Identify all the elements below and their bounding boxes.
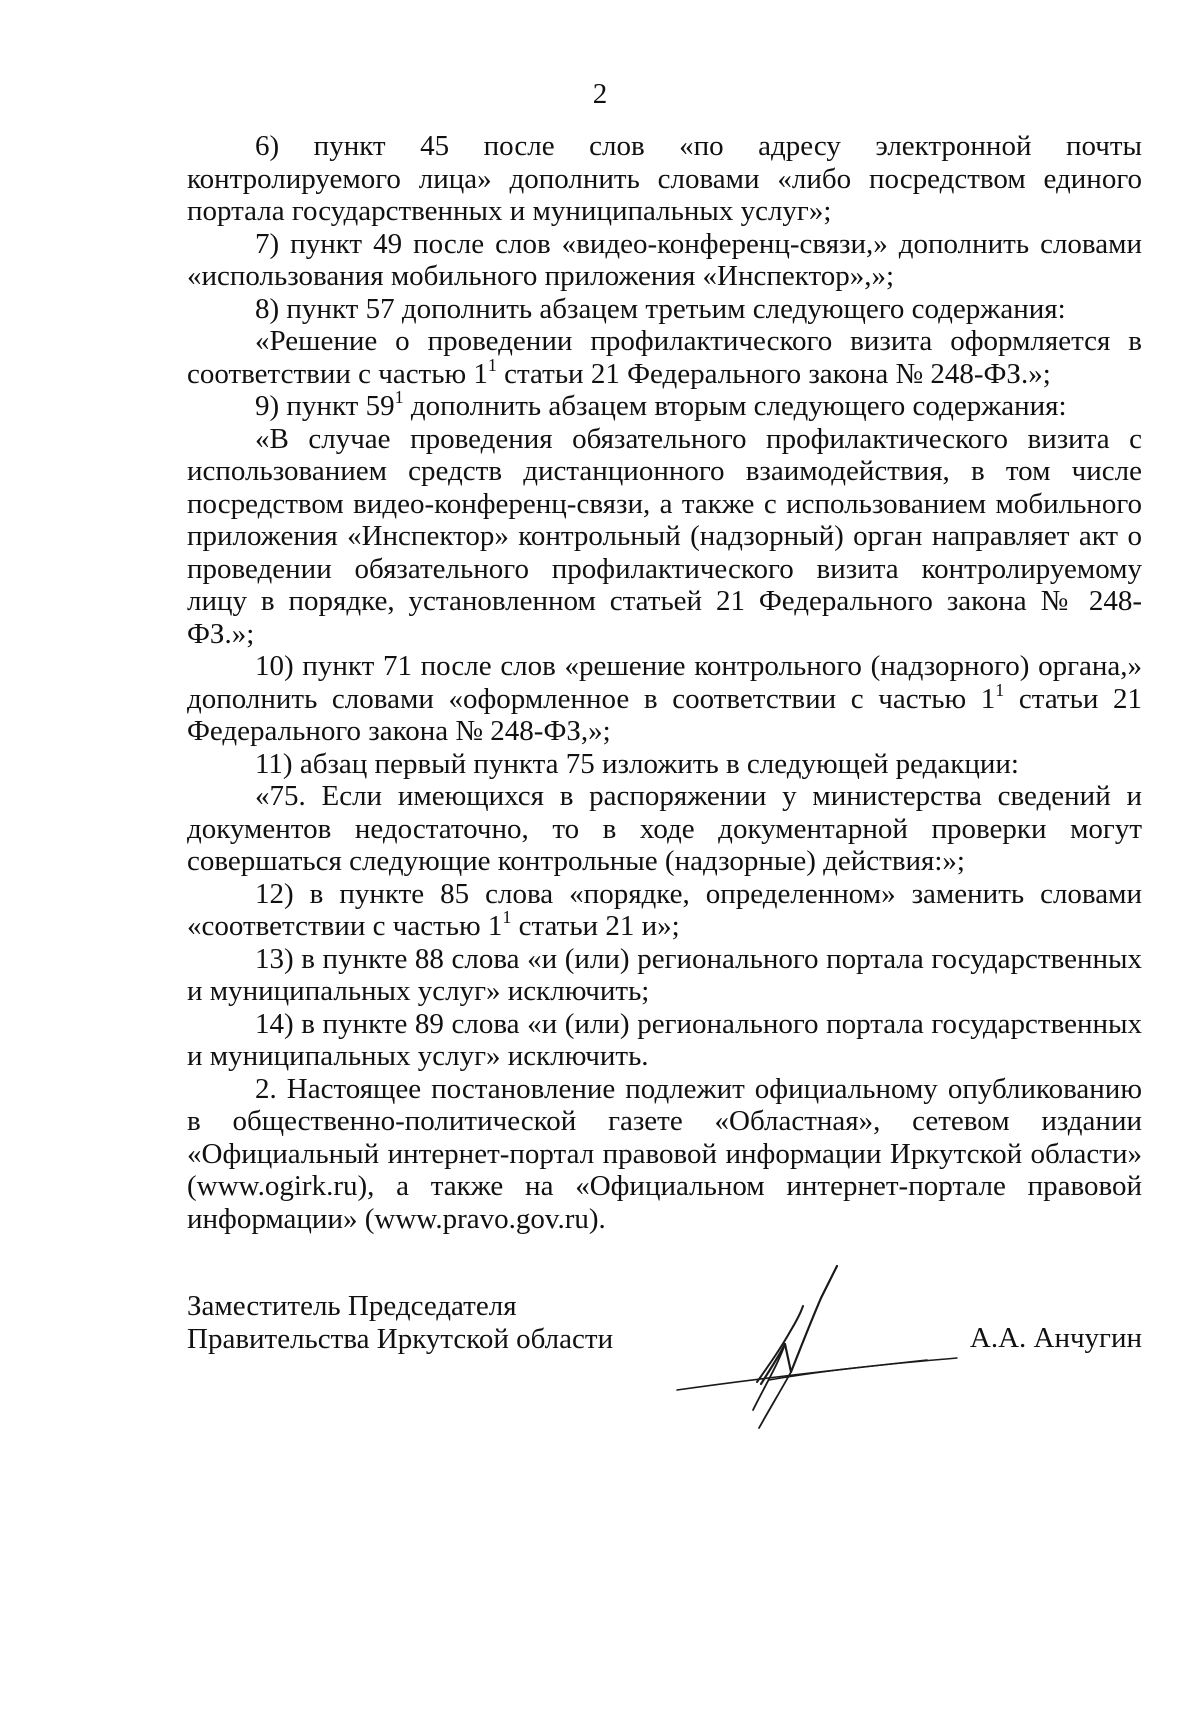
superscript: 1	[487, 354, 497, 375]
paragraph-section-2: 2. Настоящее постановление подлежит официальному опубликованию в общественно-политической газете «Областная», сетевом издании «Официальный интернет-портал правовой информации Иркутской области» (www.ogirk.ru), а также на «Официальном интернет-портале правовой информации» (www.pravo.gov.ru).	[187, 1072, 1142, 1235]
paragraph-item-11: 11) абзац первый пункта 75 изложить в следующей редакции:	[255, 747, 1019, 780]
signature-block	[187, 1290, 1142, 1410]
signatory-title	[187, 1290, 613, 1355]
signatory-name: А.А. Анчугин	[969, 1322, 1142, 1354]
page-number: 2	[592, 78, 608, 110]
text-part: 12) в пункте 85 слова «порядке, определенном» заменить словами «соответствии с частью 1	[187, 877, 1142, 942]
document-body	[187, 130, 1142, 1235]
paragraph-item-9-quote: «В случае проведения обязательного профилактического визита с использованием средств дистанционного взаимодействия, в том числе посредством видео-конференц-связи, а также с использованием мобильного приложения «Инспектор» контрольный (надзорный) орган направляет акт о проведении обязательного профилактического визита контролируемому лицу в порядке, установленном статьей 21 Федерального закона № 248-ФЗ.»;	[187, 422, 1142, 650]
text-part: дополнить абзацем вторым следующего содержания:	[403, 390, 1067, 422]
superscript: 1	[394, 387, 404, 407]
paragraph-item-8: 8) пункт 57 дополнить абзацем третьим следующего содержания:	[255, 292, 1066, 325]
paragraph-item-8-quote	[187, 325, 1142, 390]
handwritten-signature	[657, 1260, 977, 1440]
paragraph-item-7: 7) пункт 49 после слов «видео-конференц-связи,» дополнить словами «использования мобильного приложения «Инспектор»,»;	[187, 227, 1142, 292]
text-part: статьи 21 Федерального закона № 248-ФЗ.»;	[496, 357, 1051, 390]
text-part: «Решение о проведении профилактического визита оформляется в соответствии с частью 1	[187, 325, 1142, 390]
text-part: 10) пункт 71 после слов «решение контрольного (надзорного) органа,» дополнить словами «оформленное в соответствии с частью 1	[187, 650, 1142, 715]
superscript: 1	[995, 679, 1005, 700]
text-part: статьи 21 Федерального закона № 248-ФЗ,»;	[187, 682, 1142, 747]
paragraph-item-6: 6) пункт 45 после слов «по адресу электронной почты контролируемого лица» дополнить словами «либо посредством единого портала государственных и муниципальных услуг»;	[187, 130, 1142, 227]
paragraph-item-9	[187, 387, 1142, 423]
paragraph-item-13: 13) в пункте 88 слова «и (или) регионального портала государственных и муниципальных услуг» исключить;	[187, 942, 1142, 1007]
superscript: 1	[502, 907, 512, 927]
text-part: статьи 21 и»;	[511, 910, 680, 942]
paragraph-item-12	[187, 878, 1142, 943]
signatory-title-line2: Правительства Иркутской области	[187, 1322, 614, 1355]
paragraph-item-14: 14) в пункте 89 слова «и (или) регионального портала государственных и муниципальных услуг» исключить.	[187, 1007, 1142, 1072]
signatory-title-line1: Заместитель Председателя	[187, 1290, 517, 1322]
text-part: 9) пункт 59	[255, 390, 395, 422]
paragraph-item-10	[187, 650, 1142, 748]
paragraph-item-11-quote: «75. Если имеющихся в распоряжении у министерства сведений и документов недостаточно, то в ходе документарной проверки могут совершаться следующие контрольные (надзорные) действия:»;	[187, 780, 1142, 877]
